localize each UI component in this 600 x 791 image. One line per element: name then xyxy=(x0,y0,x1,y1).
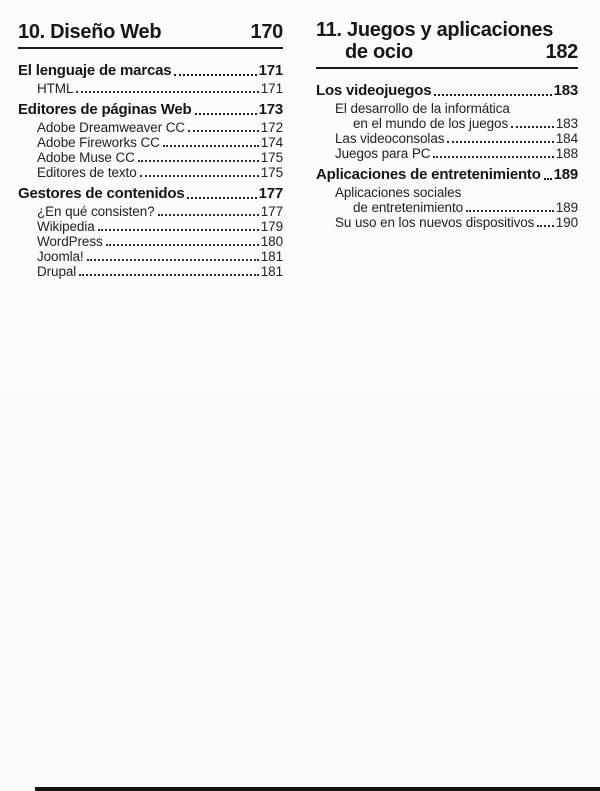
toc-entry-label: Adobe Fireworks CC xyxy=(37,135,160,150)
dot-leader xyxy=(87,259,259,261)
chapter-heading-page: 170 xyxy=(250,21,283,43)
toc-entry-label: Juegos para PC xyxy=(335,146,431,161)
toc-entry xyxy=(316,131,578,146)
dot-leader xyxy=(447,141,553,143)
toc-entry-label: Los videojuegos xyxy=(316,82,432,99)
toc-entry-label: HTML xyxy=(37,81,74,96)
toc-entry xyxy=(18,204,283,219)
dot-leader xyxy=(466,210,554,212)
toc-entry xyxy=(18,234,283,249)
toc-entry-page: 183 xyxy=(555,116,578,131)
toc-entry-page: 175 xyxy=(260,150,283,165)
toc-entry xyxy=(18,264,283,279)
toc-entry-page: 171 xyxy=(258,62,283,79)
toc-entry-label: El desarrollo de la informática xyxy=(335,101,510,116)
toc-entry-page: 190 xyxy=(555,215,578,230)
toc-entry xyxy=(18,150,283,165)
dot-leader xyxy=(188,130,259,132)
toc-entry-page: 184 xyxy=(555,131,578,146)
dot-leader xyxy=(79,274,259,276)
dot-leader xyxy=(433,156,553,158)
toc-entry-label: Editores de páginas Web xyxy=(18,101,192,118)
toc-entry xyxy=(316,146,578,161)
toc-entry-label: Adobe Muse CC xyxy=(37,150,135,165)
toc-entry-page: 189 xyxy=(553,166,578,183)
dot-leader xyxy=(174,74,256,76)
dot-leader xyxy=(434,94,551,96)
dot-leader xyxy=(98,229,259,231)
toc-entry xyxy=(18,63,283,79)
toc-entry-label: ¿En qué consisten? xyxy=(37,204,155,219)
toc-entry xyxy=(18,102,283,118)
toc-entry-page: 183 xyxy=(553,82,578,99)
toc-entry-label: Joomla! xyxy=(37,249,84,264)
toc-entry-page: 175 xyxy=(260,165,283,180)
toc-entry-label: Adobe Dreamweaver CC xyxy=(37,120,186,135)
toc-entry-label: Editores de texto xyxy=(37,165,137,180)
toc-entry-label: Las videoconsolas xyxy=(335,131,445,146)
dot-leader xyxy=(511,126,554,128)
toc-entry-page: 171 xyxy=(260,81,283,96)
dot-leader xyxy=(544,178,552,180)
toc-entry xyxy=(18,249,283,264)
toc-column-right xyxy=(316,19,578,230)
dot-leader xyxy=(195,113,257,115)
toc-entry-page: 177 xyxy=(258,185,283,202)
toc-entry-page: 172 xyxy=(260,120,283,135)
dot-leader xyxy=(140,175,259,177)
toc-entry xyxy=(316,83,578,99)
toc-entry-label: Gestores de contenidos xyxy=(18,185,185,202)
toc-entry xyxy=(18,165,283,180)
toc-entry xyxy=(316,185,578,200)
chapter-heading-page: 182 xyxy=(545,41,578,63)
toc-entry xyxy=(316,200,578,215)
toc-entry-label: El lenguaje de marcas xyxy=(18,62,172,79)
toc-entries-right xyxy=(316,69,578,230)
toc-entry xyxy=(18,186,283,202)
dot-leader xyxy=(537,225,553,227)
toc-entry xyxy=(316,116,578,131)
toc-entry-page: 174 xyxy=(260,135,283,150)
toc-entry-label: Wikipedia xyxy=(37,219,95,234)
toc-entry xyxy=(18,219,283,234)
toc-entry-label: Drupal xyxy=(37,264,77,279)
toc-entry-label: de entretenimiento xyxy=(353,200,464,215)
toc-entries-left xyxy=(18,49,283,279)
scan-artifact-bar xyxy=(35,787,600,791)
toc-entry xyxy=(18,81,283,96)
dot-leader xyxy=(138,160,259,162)
chapter-heading-11 xyxy=(316,19,578,69)
toc-entry-page: 180 xyxy=(260,234,283,249)
toc-entry-label: Aplicaciones sociales xyxy=(335,185,462,200)
toc-entry xyxy=(18,135,283,150)
dot-leader xyxy=(187,197,256,199)
toc-entry-page: 173 xyxy=(258,101,283,118)
dot-leader xyxy=(158,214,259,216)
toc-entry xyxy=(18,120,283,135)
chapter-heading-title-line2: de ocio xyxy=(345,41,413,63)
toc-entry xyxy=(316,101,578,116)
toc-entry-label: Aplicaciones de entretenimiento xyxy=(316,166,541,183)
toc-entry-page: 181 xyxy=(260,264,283,279)
dot-leader xyxy=(76,91,258,93)
dot-leader xyxy=(163,145,259,147)
toc-entry-page: 189 xyxy=(555,200,578,215)
dot-leader xyxy=(106,244,259,246)
chapter-heading-title: 10. Diseño Web xyxy=(18,21,162,43)
toc-entry-page: 181 xyxy=(260,249,283,264)
toc-entry-label: WordPress xyxy=(37,234,103,249)
toc-entry-page: 188 xyxy=(555,146,578,161)
toc-entry xyxy=(316,167,578,183)
toc-entry xyxy=(316,215,578,230)
toc-column-left xyxy=(18,21,283,279)
toc-entry-label: en el mundo de los juegos xyxy=(353,116,509,131)
toc-entry-page: 177 xyxy=(260,204,283,219)
toc-entry-label: Su uso en los nuevos dispositivos xyxy=(335,215,535,230)
chapter-heading-10 xyxy=(18,21,283,49)
chapter-heading-title-line1: 11. Juegos y aplicaciones xyxy=(316,19,554,41)
toc-entry-page: 179 xyxy=(260,219,283,234)
